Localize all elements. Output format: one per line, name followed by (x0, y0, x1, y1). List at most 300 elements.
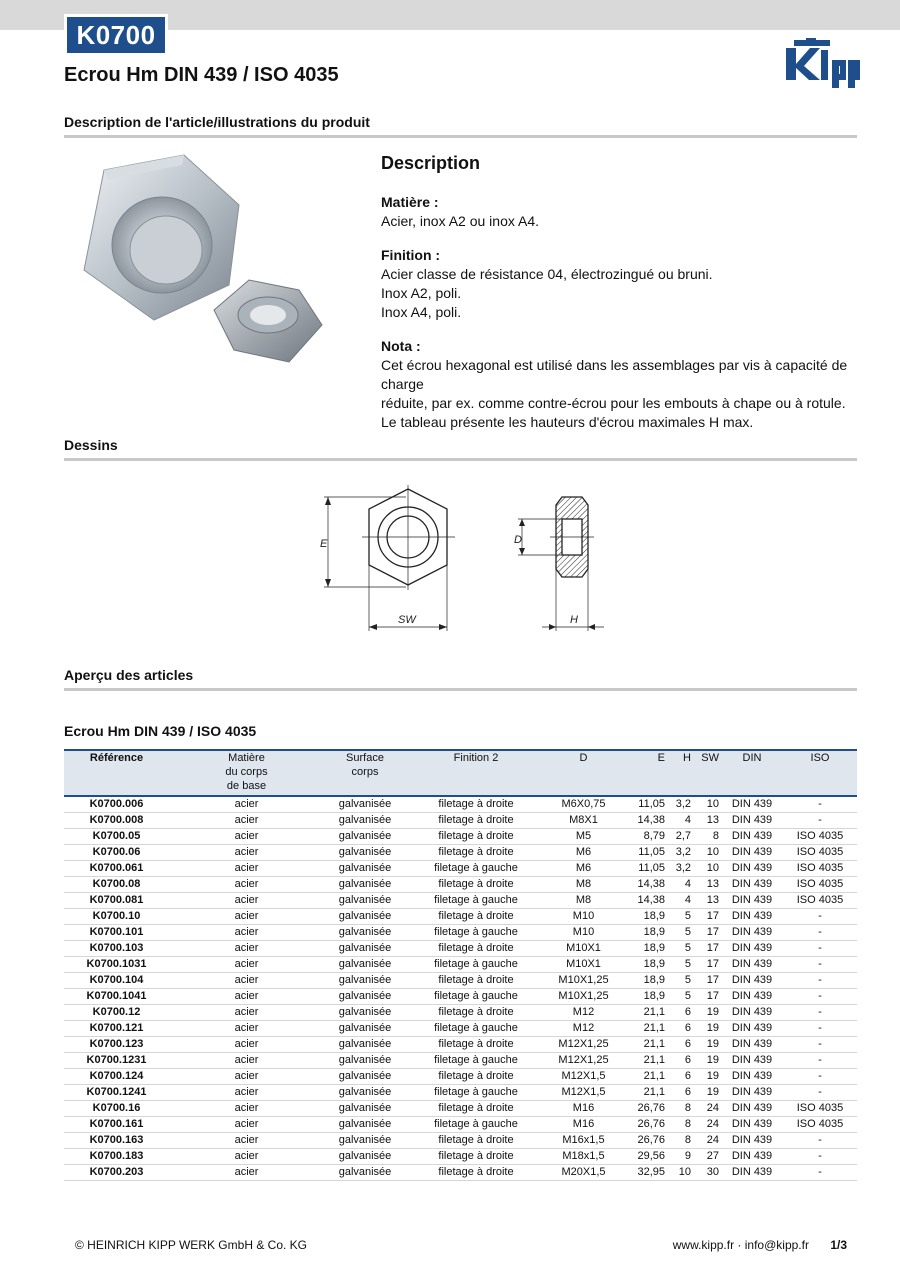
cell-sw: 19 (693, 1021, 721, 1037)
cell-surface: galvanisée (324, 1085, 406, 1101)
cell-din: DIN 439 (721, 1117, 783, 1133)
cell-ref: K0700.123 (64, 1037, 169, 1053)
finish-line: Inox A4, poli. (381, 304, 462, 320)
cell-iso: - (783, 941, 857, 957)
table-row (64, 813, 857, 829)
cell-h: 3,2 (667, 861, 693, 877)
label-sw: SW (398, 614, 416, 626)
cell-surface: galvanisée (324, 1021, 406, 1037)
cell-h: 8 (667, 1133, 693, 1149)
cell-material: acier (169, 845, 324, 861)
cell-h: 6 (667, 1037, 693, 1053)
cell-finish: filetage à gauche (406, 925, 546, 941)
cell-d: M20X1,5 (546, 1165, 621, 1181)
cell-surface: galvanisée (324, 957, 406, 973)
cell-h: 3,2 (667, 845, 693, 861)
cell-din: DIN 439 (721, 829, 783, 845)
col-header-e: E (621, 750, 667, 796)
cell-finish: filetage à droite (406, 941, 546, 957)
finish-block (381, 246, 861, 322)
col-header-surface-line: corps (351, 766, 379, 778)
cell-surface: galvanisée (324, 973, 406, 989)
cell-h: 5 (667, 989, 693, 1005)
section-heading-description: Description de l'article/illustrations du produit (64, 114, 370, 130)
cell-d: M8X1 (546, 813, 621, 829)
cell-material: acier (169, 957, 324, 973)
table-row (64, 925, 857, 941)
cell-finish: filetage à droite (406, 909, 546, 925)
cell-e: 18,9 (621, 957, 667, 973)
cell-ref: K0700.1031 (64, 957, 169, 973)
cell-din: DIN 439 (721, 941, 783, 957)
cell-e: 21,1 (621, 1085, 667, 1101)
cell-surface: galvanisée (324, 877, 406, 893)
cell-h: 5 (667, 909, 693, 925)
cell-d: M16 (546, 1117, 621, 1133)
cell-iso: - (783, 1149, 857, 1165)
cell-h: 6 (667, 1085, 693, 1101)
table-header-row (64, 750, 857, 796)
cell-material: acier (169, 813, 324, 829)
cell-ref: K0700.101 (64, 925, 169, 941)
cell-iso: - (783, 1053, 857, 1069)
cell-iso: - (783, 1037, 857, 1053)
cell-h: 5 (667, 973, 693, 989)
cell-sw: 13 (693, 813, 721, 829)
col-header-iso: ISO (783, 750, 857, 796)
cell-ref: K0700.008 (64, 813, 169, 829)
cell-iso: ISO 4035 (783, 845, 857, 861)
col-header-material (169, 750, 324, 796)
cell-d: M10X1,25 (546, 989, 621, 1005)
cell-e: 26,76 (621, 1101, 667, 1117)
cell-sw: 8 (693, 829, 721, 845)
cell-ref: K0700.05 (64, 829, 169, 845)
footer-copyright: © HEINRICH KIPP WERK GmbH & Co. KG (75, 1238, 307, 1252)
cell-h: 6 (667, 1069, 693, 1085)
cell-surface: galvanisée (324, 1165, 406, 1181)
cell-ref: K0700.06 (64, 845, 169, 861)
table-row (64, 989, 857, 1005)
table-row (64, 1117, 857, 1133)
finish-line: Acier classe de résistance 04, électrozingué ou bruni. (381, 266, 713, 282)
cell-material: acier (169, 1069, 324, 1085)
cell-d: M12X1,5 (546, 1085, 621, 1101)
cell-finish: filetage à gauche (406, 957, 546, 973)
description-block (381, 150, 861, 447)
cell-material: acier (169, 973, 324, 989)
footer-contact-block (673, 1238, 847, 1252)
cell-sw: 24 (693, 1101, 721, 1117)
table-row (64, 829, 857, 845)
note-block (381, 337, 861, 432)
cell-e: 32,95 (621, 1165, 667, 1181)
cell-d: M6 (546, 861, 621, 877)
label-e: E (320, 538, 328, 550)
cell-d: M10X1 (546, 941, 621, 957)
cell-sw: 19 (693, 1069, 721, 1085)
cell-finish: filetage à droite (406, 877, 546, 893)
table-row (64, 1165, 857, 1181)
cell-din: DIN 439 (721, 877, 783, 893)
cell-ref: K0700.121 (64, 1021, 169, 1037)
cell-din: DIN 439 (721, 957, 783, 973)
cell-material: acier (169, 989, 324, 1005)
cell-din: DIN 439 (721, 1021, 783, 1037)
section-heading-drawings: Dessins (64, 437, 118, 453)
cell-e: 11,05 (621, 796, 667, 813)
cell-e: 18,9 (621, 925, 667, 941)
cell-finish: filetage à droite (406, 813, 546, 829)
cell-d: M10X1,25 (546, 973, 621, 989)
cell-iso: - (783, 1085, 857, 1101)
cell-sw: 19 (693, 1053, 721, 1069)
cell-sw: 17 (693, 973, 721, 989)
cell-d: M12X1,25 (546, 1037, 621, 1053)
cell-ref: K0700.1241 (64, 1085, 169, 1101)
cell-iso: ISO 4035 (783, 829, 857, 845)
cell-surface: galvanisée (324, 893, 406, 909)
cell-iso: - (783, 813, 857, 829)
cell-surface: galvanisée (324, 1101, 406, 1117)
col-header-material-line: de base (226, 780, 267, 792)
cell-din: DIN 439 (721, 893, 783, 909)
col-header-material-line: du corps (225, 766, 268, 778)
cell-sw: 10 (693, 845, 721, 861)
cell-iso: ISO 4035 (783, 1117, 857, 1133)
finish-label: Finition : (381, 247, 441, 263)
cell-ref: K0700.104 (64, 973, 169, 989)
cell-sw: 19 (693, 1085, 721, 1101)
cell-sw: 24 (693, 1117, 721, 1133)
cell-finish: filetage à droite (406, 829, 546, 845)
table-row (64, 1149, 857, 1165)
cell-ref: K0700.12 (64, 1005, 169, 1021)
cell-din: DIN 439 (721, 925, 783, 941)
table-row (64, 1101, 857, 1117)
logo-text: Kipp (784, 38, 787, 39)
col-header-surface (324, 750, 406, 796)
cell-e: 14,38 (621, 877, 667, 893)
cell-e: 14,38 (621, 813, 667, 829)
material-block (381, 193, 861, 231)
cell-ref: K0700.10 (64, 909, 169, 925)
table-row (64, 1005, 857, 1021)
section-divider (64, 688, 857, 691)
cell-ref: K0700.163 (64, 1133, 169, 1149)
cell-ref: K0700.16 (64, 1101, 169, 1117)
cell-h: 4 (667, 813, 693, 829)
cell-iso: ISO 4035 (783, 1101, 857, 1117)
cell-ref: K0700.1041 (64, 989, 169, 1005)
table-row (64, 861, 857, 877)
col-header-d: D (546, 750, 621, 796)
cell-sw: 19 (693, 1037, 721, 1053)
cell-h: 5 (667, 941, 693, 957)
note-line: Cet écrou hexagonal est utilisé dans les assemblages par vis à capacité de charge (381, 357, 848, 392)
cell-iso: - (783, 1069, 857, 1085)
cell-material: acier (169, 1165, 324, 1181)
cell-ref: K0700.161 (64, 1117, 169, 1133)
note-line: réduite, par ex. comme contre-écrou pour les embouts à chape ou à rotule. (381, 395, 846, 411)
cell-d: M10 (546, 909, 621, 925)
cell-material: acier (169, 1133, 324, 1149)
cell-sw: 17 (693, 941, 721, 957)
section-heading-overview: Aperçu des articles (64, 667, 194, 683)
cell-d: M16 (546, 1101, 621, 1117)
cell-sw: 10 (693, 796, 721, 813)
cell-e: 18,9 (621, 941, 667, 957)
cell-din: DIN 439 (721, 813, 783, 829)
cell-h: 6 (667, 1053, 693, 1069)
cell-d: M10 (546, 925, 621, 941)
cell-sw: 17 (693, 925, 721, 941)
cell-d: M6 (546, 845, 621, 861)
cell-ref: K0700.124 (64, 1069, 169, 1085)
cell-finish: filetage à droite (406, 1165, 546, 1181)
cell-d: M5 (546, 829, 621, 845)
cell-iso: - (783, 1165, 857, 1181)
cell-e: 14,38 (621, 893, 667, 909)
cell-din: DIN 439 (721, 1165, 783, 1181)
cell-ref: K0700.1231 (64, 1053, 169, 1069)
table-row (64, 1053, 857, 1069)
col-header-ref: Référence (64, 750, 169, 796)
cell-din: DIN 439 (721, 973, 783, 989)
cell-surface: galvanisée (324, 989, 406, 1005)
cell-iso: - (783, 1005, 857, 1021)
cell-din: DIN 439 (721, 1053, 783, 1069)
footer-contact: www.kipp.fr · info@kipp.fr (672, 1238, 809, 1252)
cell-h: 8 (667, 1117, 693, 1133)
cell-h: 6 (667, 1005, 693, 1021)
material-text: Acier, inox A2 ou inox A4. (381, 213, 539, 229)
cell-e: 21,1 (621, 1069, 667, 1085)
cell-surface: galvanisée (324, 845, 406, 861)
cell-d: M12X1,5 (546, 1069, 621, 1085)
table-row (64, 893, 857, 909)
articles-table (64, 749, 857, 1181)
cell-surface: galvanisée (324, 861, 406, 877)
cell-surface: galvanisée (324, 909, 406, 925)
cell-h: 2,7 (667, 829, 693, 845)
cell-e: 21,1 (621, 1053, 667, 1069)
cell-sw: 19 (693, 1005, 721, 1021)
cell-d: M18x1,5 (546, 1149, 621, 1165)
cell-material: acier (169, 1085, 324, 1101)
table-row (64, 1085, 857, 1101)
cell-surface: galvanisée (324, 925, 406, 941)
material-label: Matière : (381, 194, 439, 210)
cell-material: acier (169, 893, 324, 909)
col-header-finish: Finition 2 (406, 750, 546, 796)
cell-e: 21,1 (621, 1021, 667, 1037)
cell-ref: K0700.08 (64, 877, 169, 893)
cell-material: acier (169, 829, 324, 845)
finish-line: Inox A2, poli. (381, 285, 462, 301)
cell-d: M12 (546, 1005, 621, 1021)
cell-iso: ISO 4035 (783, 877, 857, 893)
cell-e: 18,9 (621, 909, 667, 925)
cell-sw: 17 (693, 909, 721, 925)
cell-sw: 13 (693, 877, 721, 893)
cell-finish: filetage à droite (406, 1005, 546, 1021)
cell-material: acier (169, 925, 324, 941)
cell-material: acier (169, 1005, 324, 1021)
col-header-sw: SW (693, 750, 721, 796)
label-h: H (570, 614, 578, 626)
cell-material: acier (169, 941, 324, 957)
cell-e: 11,05 (621, 845, 667, 861)
cell-h: 5 (667, 925, 693, 941)
cell-e: 18,9 (621, 989, 667, 1005)
cell-iso: - (783, 1021, 857, 1037)
cell-finish: filetage à droite (406, 1149, 546, 1165)
cell-sw: 17 (693, 989, 721, 1005)
cell-e: 8,79 (621, 829, 667, 845)
cell-din: DIN 439 (721, 909, 783, 925)
table-row (64, 845, 857, 861)
cell-material: acier (169, 909, 324, 925)
table-row (64, 957, 857, 973)
cell-h: 5 (667, 957, 693, 973)
cell-din: DIN 439 (721, 989, 783, 1005)
cell-ref: K0700.183 (64, 1149, 169, 1165)
cell-d: M8 (546, 893, 621, 909)
cell-h: 4 (667, 893, 693, 909)
cell-finish: filetage à gauche (406, 989, 546, 1005)
cell-iso: - (783, 989, 857, 1005)
cell-h: 10 (667, 1165, 693, 1181)
col-header-h: H (667, 750, 693, 796)
cell-iso: - (783, 1133, 857, 1149)
page-title: Ecrou Hm DIN 439 / ISO 4035 (64, 64, 339, 86)
cell-finish: filetage à droite (406, 1069, 546, 1085)
cell-h: 9 (667, 1149, 693, 1165)
cell-din: DIN 439 (721, 1101, 783, 1117)
cell-finish: filetage à droite (406, 1133, 546, 1149)
note-line: Le tableau présente les hauteurs d'écrou maximales H max. (381, 414, 754, 430)
cell-finish: filetage à droite (406, 973, 546, 989)
table-row (64, 941, 857, 957)
cell-finish: filetage à droite (406, 796, 546, 813)
table-body (64, 796, 857, 1181)
cell-h: 3,2 (667, 796, 693, 813)
cell-d: M12X1,25 (546, 1053, 621, 1069)
label-d: D (514, 534, 522, 546)
cell-e: 18,9 (621, 973, 667, 989)
section-divider (64, 458, 857, 461)
table-row (64, 1021, 857, 1037)
cell-material: acier (169, 1021, 324, 1037)
cell-finish: filetage à droite (406, 1037, 546, 1053)
product-code-badge (64, 14, 168, 56)
cell-finish: filetage à gauche (406, 1021, 546, 1037)
cell-din: DIN 439 (721, 1149, 783, 1165)
section-divider (64, 135, 857, 138)
cell-sw: 13 (693, 893, 721, 909)
cell-surface: galvanisée (324, 796, 406, 813)
cell-surface: galvanisée (324, 1069, 406, 1085)
cell-surface: galvanisée (324, 941, 406, 957)
cell-din: DIN 439 (721, 1037, 783, 1053)
cell-din: DIN 439 (721, 1069, 783, 1085)
cell-e: 26,76 (621, 1133, 667, 1149)
cell-d: M16x1,5 (546, 1133, 621, 1149)
table-row (64, 973, 857, 989)
cell-sw: 10 (693, 861, 721, 877)
cell-surface: galvanisée (324, 813, 406, 829)
cell-d: M10X1 (546, 957, 621, 973)
cell-finish: filetage à droite (406, 845, 546, 861)
cell-e: 29,56 (621, 1149, 667, 1165)
cell-din: DIN 439 (721, 796, 783, 813)
product-photo (64, 150, 326, 380)
table-row (64, 909, 857, 925)
cell-din: DIN 439 (721, 1005, 783, 1021)
cell-material: acier (169, 1101, 324, 1117)
cell-surface: galvanisée (324, 1053, 406, 1069)
cell-h: 8 (667, 1101, 693, 1117)
cell-d: M6X0,75 (546, 796, 621, 813)
table-row (64, 1069, 857, 1085)
cell-finish: filetage à gauche (406, 1085, 546, 1101)
cell-material: acier (169, 1037, 324, 1053)
cell-material: acier (169, 877, 324, 893)
cell-e: 11,05 (621, 861, 667, 877)
cell-h: 4 (667, 877, 693, 893)
description-heading: Description (381, 153, 481, 173)
cell-finish: filetage à gauche (406, 861, 546, 877)
cell-finish: filetage à gauche (406, 1053, 546, 1069)
cell-material: acier (169, 1117, 324, 1133)
cell-din: DIN 439 (721, 1085, 783, 1101)
table-row (64, 1133, 857, 1149)
page-number: 1/3 (830, 1238, 847, 1252)
cell-iso: - (783, 925, 857, 941)
cell-h: 6 (667, 1021, 693, 1037)
kipp-logo (784, 38, 860, 90)
col-header-din: DIN (721, 750, 783, 796)
cell-iso: - (783, 957, 857, 973)
cell-iso: - (783, 796, 857, 813)
cell-material: acier (169, 1053, 324, 1069)
cell-finish: filetage à gauche (406, 1117, 546, 1133)
cell-finish: filetage à gauche (406, 893, 546, 909)
cell-d: M8 (546, 877, 621, 893)
cell-ref: K0700.061 (64, 861, 169, 877)
cell-din: DIN 439 (721, 845, 783, 861)
product-code: K0700 (67, 17, 165, 53)
cell-sw: 17 (693, 957, 721, 973)
cell-surface: galvanisée (324, 829, 406, 845)
cell-surface: galvanisée (324, 1005, 406, 1021)
cell-e: 26,76 (621, 1117, 667, 1133)
cell-ref: K0700.006 (64, 796, 169, 813)
cell-material: acier (169, 796, 324, 813)
cell-sw: 27 (693, 1149, 721, 1165)
cell-finish: filetage à droite (406, 1101, 546, 1117)
cell-ref: K0700.081 (64, 893, 169, 909)
cell-surface: galvanisée (324, 1117, 406, 1133)
cell-iso: - (783, 909, 857, 925)
cell-material: acier (169, 861, 324, 877)
cell-ref: K0700.203 (64, 1165, 169, 1181)
cell-surface: galvanisée (324, 1133, 406, 1149)
table-row (64, 877, 857, 893)
cell-din: DIN 439 (721, 861, 783, 877)
col-header-surface-line: Surface (346, 752, 384, 764)
